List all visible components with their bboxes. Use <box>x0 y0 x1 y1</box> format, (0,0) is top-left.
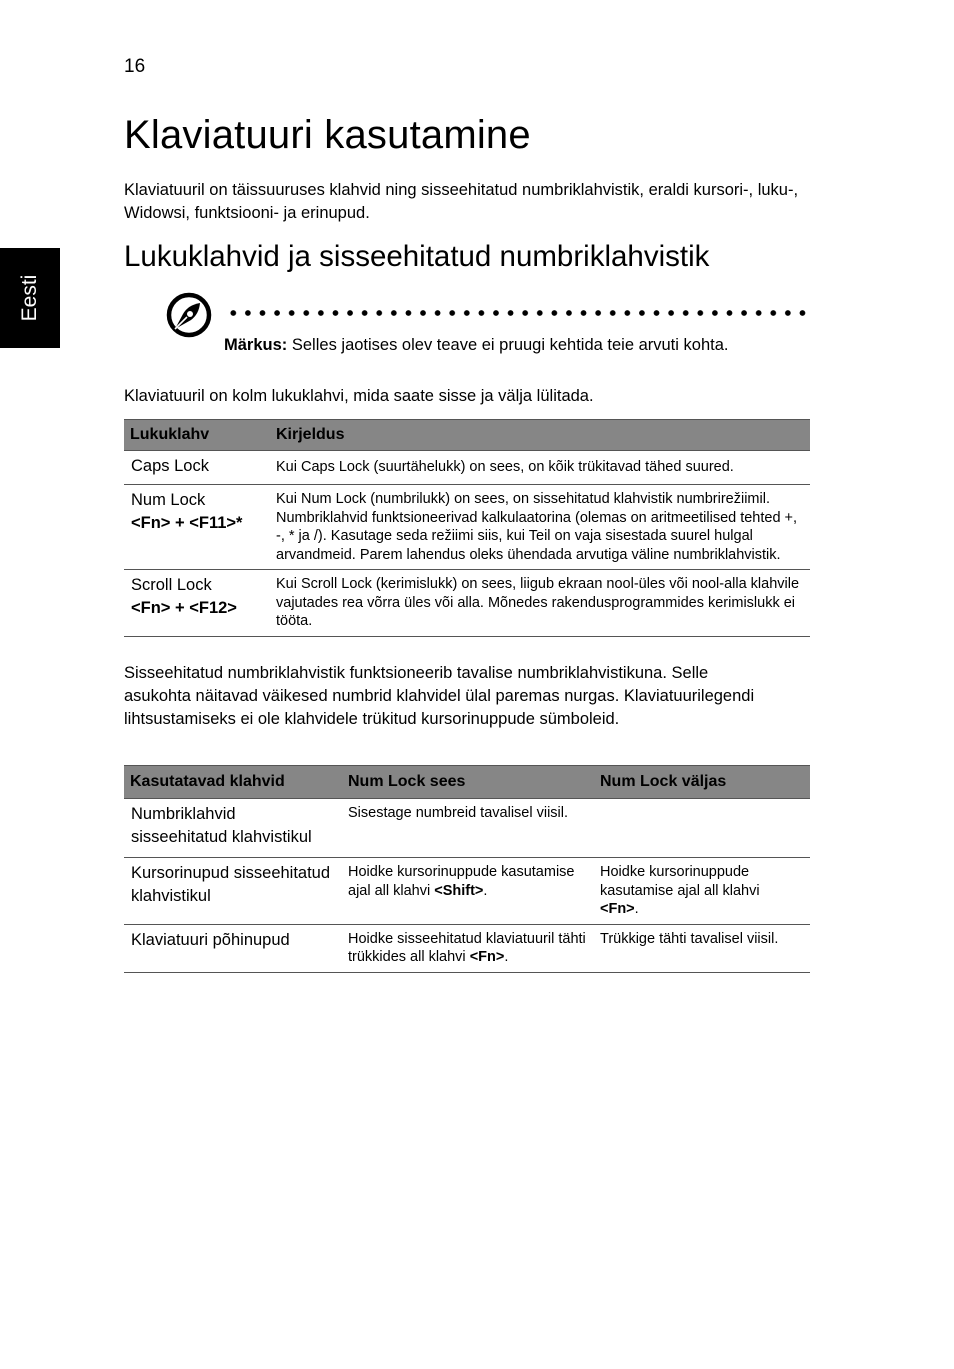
key-combo: <Fn> + <F11>* <box>131 514 243 532</box>
key-name: Numbriklahvid sisseehitatud klahvistikul <box>124 799 342 858</box>
key-combo: <Fn> + <F12> <box>131 599 237 617</box>
key-description: Kui Caps Lock (suurtähelukk) on sees, on kõik trükitavad tähed suured. <box>270 451 810 485</box>
num-lock-on-text: Hoidke sisseehitatud klaviatuuril tähti trükkides all klahvi <Fn>. <box>342 924 594 972</box>
table-header: Num Lock sees <box>342 766 594 799</box>
note-divider <box>226 310 810 316</box>
note-text: Selles jaotises olev teave ei pruugi kehtida teie arvuti kohta. <box>291 336 729 354</box>
table-header: Lukuklahv <box>124 420 270 451</box>
table-row <box>124 451 810 485</box>
keypad-table <box>124 765 810 973</box>
table-row <box>124 858 810 925</box>
lock-keys-table <box>124 419 810 637</box>
note-label: Märkus: <box>224 336 288 354</box>
table-row <box>124 570 810 637</box>
num-lock-on-text: Hoidke kursorinuppude kasutamise ajal all klahvi <Shift>. <box>342 858 594 925</box>
note-pen-icon <box>166 292 212 338</box>
key-name: Caps Lock <box>131 457 209 475</box>
table-header: Kirjeldus <box>270 420 810 451</box>
key-description: Kui Num Lock (numbrilukk) on sees, on sissehitatud klahvistik numbrirežiimil. Numbriklahvid funktsioneerivad kalkulaatorina (olemas on aritmeetilised tehted +, -, * ja /). Kasutage seda režiimi siis, kui Teil on vaja sisestada suurel hulgal arvandmeid. Parem lahendus oleks ühendada arvutiga väline numbriklahvistik. <box>270 485 810 570</box>
table-row <box>124 799 810 858</box>
key-name: Kursorinupud sisseehitatud klahvistikul <box>124 858 342 925</box>
language-tab <box>0 248 60 348</box>
num-lock-on-text: Sisestage numbreid tavalisel viisil. <box>342 799 594 858</box>
table-header: Kasutatavad klahvid <box>124 766 342 799</box>
intro-paragraph: Klaviatuuril on täissuuruses klahvid ning sisseehitatud numbriklahvistik, eraldi kursori-, luku-, Widowsi, funktsiooni- ja erinupud. <box>124 181 799 222</box>
table-row <box>124 924 810 972</box>
note <box>224 336 728 355</box>
table-header: Num Lock väljas <box>594 766 810 799</box>
page-number: 16 <box>124 56 146 77</box>
language-tab-label: Eesti <box>18 274 41 322</box>
section-title: Lukuklahvid ja sisseehitatud numbriklahvistik <box>124 240 710 273</box>
lock-keys-intro: Klaviatuuril on kolm lukuklahvi, mida saate sisse ja välja lülitada. <box>124 387 594 405</box>
num-lock-off-text <box>594 799 810 858</box>
num-lock-off-text: Trükkige tähti tavalisel viisil. <box>594 924 810 972</box>
key-name: Klaviatuuri põhinupud <box>124 924 342 972</box>
key-name: Num Lock <box>131 491 206 509</box>
table-row <box>124 485 810 570</box>
key-name: Scroll Lock <box>131 576 212 594</box>
keypad-paragraph: Sisseehitatud numbriklahvistik funktsioneerib tavalise numbriklahvistikuna. Selle asukohta näitavad väikesed numbrid klahvidel ülal paremas nurgas. Klaviatuurilegendi lihtsustamiseks ei ole klahvidele trükitud kursorinuppude sümboleid. <box>124 664 755 728</box>
page-title: Klaviatuuri kasutamine <box>124 113 531 157</box>
key-description: Kui Scroll Lock (kerimislukk) on sees, liigub ekraan nool-üles või nool-alla klahvile vajutades rea võrra üles või alla. Mõnedes rakendusprogrammides kerimislukk ei tööta. <box>270 570 810 637</box>
num-lock-off-text: Hoidke kursorinuppude kasutamise ajal all klahvi <Fn>. <box>594 858 810 925</box>
